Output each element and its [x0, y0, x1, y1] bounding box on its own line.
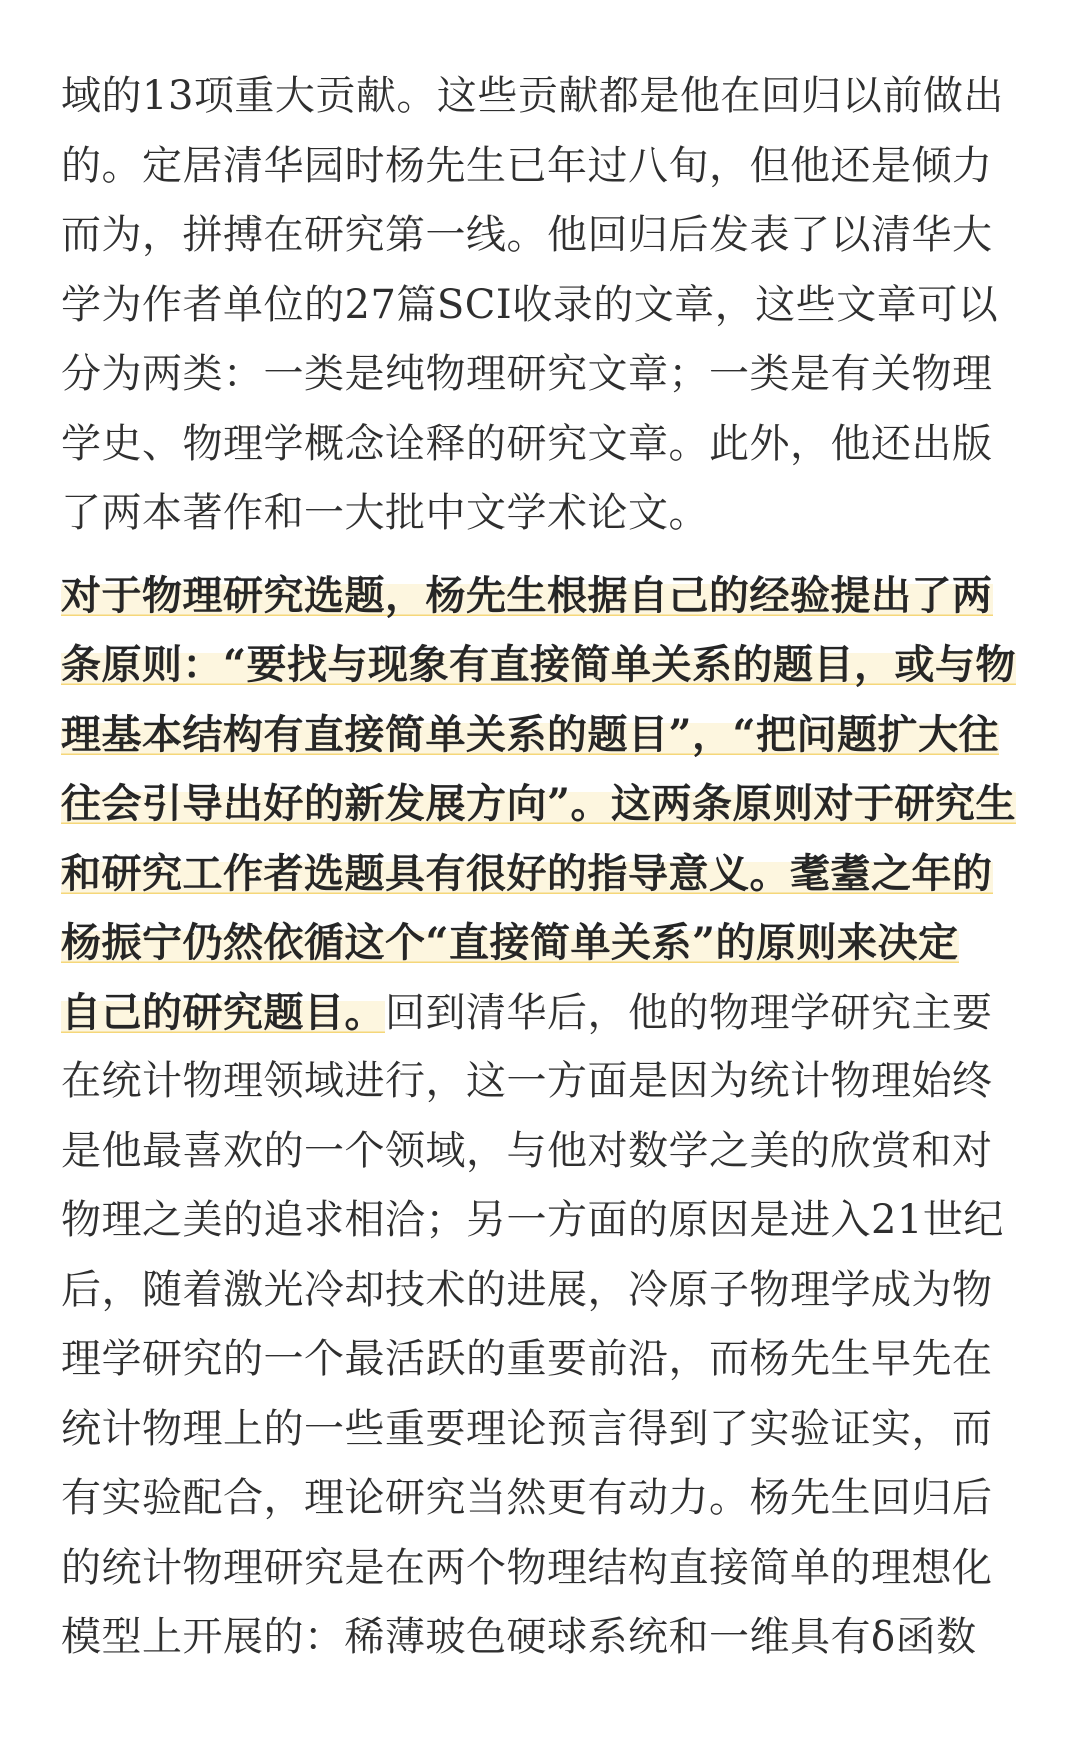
text-line: 的统计物理研究是在两个物理结构直接简单的理想化: [61, 1544, 993, 1591]
paragraph-1: [61, 62, 1021, 549]
highlighted-text: 和研究工作者选题具有很好的指导意义。耄耋之年的: [61, 849, 993, 897]
highlighted-text: 理基本结构有直接简单关系的题目”，“把问题扩大往: [61, 710, 1000, 758]
text-line: 了两本著作和一大批中文学术论文。: [61, 490, 709, 536]
article-body: [61, 62, 1021, 1673]
highlighted-line: [61, 908, 1021, 978]
text-line: 后，随着激光冷却技术的进展，冷原子物理学成为物: [61, 1266, 993, 1313]
highlighted-text: 往会引导出好的新发展方向”。这两条原则对于研究生: [61, 780, 1017, 827]
text-line: 是他最喜欢的一个领域，与他对数学之美的欣赏和对: [61, 1127, 993, 1174]
text-line: 学史、物理学概念诠释的研究文章。此外，他还出版: [61, 420, 993, 467]
highlighted-text: 杨振宁仍然依循这个“直接简单关系”的原则来决定: [61, 919, 959, 966]
text-line: 的。定居清华园时杨先生已年过八旬，但他还是倾力: [61, 142, 993, 189]
mixed-line: [61, 978, 1021, 1048]
text-line: 分为两类：一类是纯物理研究文章；一类是有关物理: [61, 351, 993, 397]
text-line: 理学研究的一个最活跃的重要前沿，而杨先生早先在: [61, 1336, 993, 1382]
text-line: 统计物理上的一些重要理论预言得到了实验证实，而: [61, 1405, 993, 1452]
highlighted-text: 自己的研究题目。: [61, 988, 385, 1036]
text-line: 学为作者单位的27篇SCI收录的文章，这些文章可以: [61, 281, 999, 328]
text-line: 物理之美的追求相洽；另一方面的原因是进入21世纪: [61, 1197, 1004, 1243]
text-segment: 回到清华后，他的物理学研究主要: [385, 989, 993, 1036]
text-line: 有实验配合，理论研究当然更有动力。杨先生回归后: [61, 1475, 993, 1521]
text-line: 模型上开展的：稀薄玻色硬球系统和一维具有δ函数: [61, 1614, 977, 1660]
text-line: 域的13项重大贡献。这些贡献都是他在回归以前做出: [61, 73, 1004, 119]
highlighted-line: [61, 561, 1021, 631]
highlighted-text: 条原则：“要找与现象有直接简单关系的题目，或与物: [61, 641, 1017, 688]
highlighted-line: [61, 700, 1021, 770]
text-line: 而为，拼搏在研究第一线。他回归后发表了以清华大: [61, 212, 993, 258]
highlighted-line: [61, 630, 1021, 700]
highlighted-text: 对于物理研究选题，杨先生根据自己的经验提出了两: [61, 571, 993, 619]
text-line: 在统计物理领域进行，这一方面是因为统计物理始终: [61, 1058, 993, 1104]
highlighted-line: [61, 839, 1021, 909]
highlighted-line: [61, 769, 1021, 839]
paragraph-2: [61, 561, 1021, 1673]
